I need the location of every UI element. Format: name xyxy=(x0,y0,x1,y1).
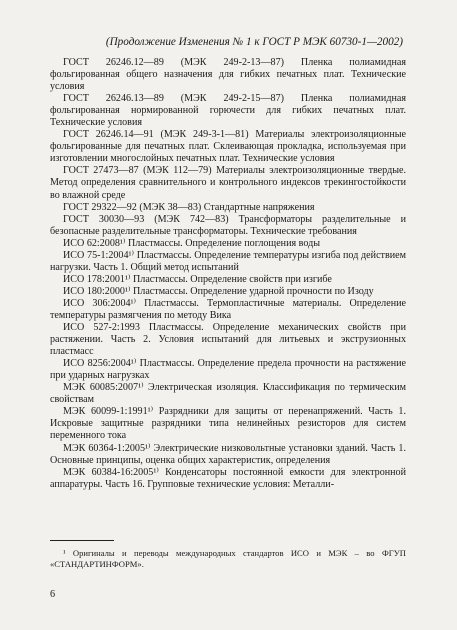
reference-paragraph: МЭК 60099-1:1991¹⁾ Разрядники для защиты от перенапряжений. Часть 1. Искровые защитные разрядники типа нелинейных резисторов для систем переменного тока xyxy=(50,406,406,442)
reference-paragraph: ГОСТ 26246.13—89 (МЭК 249-2-15—87) Пленка полиамидная фольгированная нормированной горючести для гибких печатных плат. Технические условия xyxy=(50,93,406,129)
reference-paragraph: МЭК 60364-1:2005¹⁾ Электрические низковольтные установки зданий. Часть 1. Основные принципы, оценка общих характеристик, определения xyxy=(50,442,406,466)
reference-paragraph: ГОСТ 30030—93 (МЭК 742—83) Трансформаторы разделительные и безопасные разделительные трансформаторы. Технические требования xyxy=(50,213,406,237)
reference-paragraph: ИСО 527-2:1993 Пластмассы. Определение механических свойств при растяжении. Часть 2. Условия испытаний для литьевых и экструзионных пластмасс xyxy=(50,322,406,358)
reference-paragraph: ГОСТ 26246.14—91 (МЭК 249-3-1—81) Материалы электроизоляционные фольгированные для печатных плат. Склеивающая прокладка, используемая при изготовлении многослойных печатных плат. Технические условия xyxy=(50,129,406,165)
reference-paragraph: ИСО 180:2000¹⁾ Пластмассы. Определение ударной прочности по Изоду xyxy=(63,285,374,297)
reference-paragraph: ИСО 178:2001¹⁾ Пластмассы. Определение свойств при изгибе xyxy=(63,273,332,285)
footnote: ¹ Оригиналы и переводы международных стандартов ИСО и МЭК – во ФГУП «СТАНДАРТИНФОРМ». xyxy=(50,548,406,570)
page-number: 6 xyxy=(50,589,56,600)
reference-paragraph: ИСО 75-1:2004¹⁾ Пластмассы. Определение температуры изгиба под действием нагрузки. Часть 1. Общий метод испытаний xyxy=(50,249,406,273)
footnote-separator xyxy=(50,540,114,541)
reference-paragraph: ГОСТ 27473—87 (МЭК 112—79) Материалы электроизоляционные твердые. Метод определения сравнительного и контрольного индексов трекингостойкости во влажной среде xyxy=(50,165,406,201)
reference-paragraph: ИСО 306:2004¹⁾ Пластмассы. Термопластичные материалы. Определение температуры размягчения по методу Вика xyxy=(50,297,406,321)
references-list xyxy=(50,57,406,491)
reference-paragraph: ГОСТ 29322—92 (МЭК 38—83) Стандартные напряжения xyxy=(63,201,315,213)
reference-paragraph: МЭК 60085:2007¹⁾ Электрическая изоляция. Классификация по термическим свойствам xyxy=(50,382,406,406)
page-header: (Продолжение Изменения № 1 к ГОСТ Р МЭК 60730-1—2002) xyxy=(105,36,403,48)
reference-paragraph: МЭК 60384-16:2005¹⁾ Конденсаторы постоянной емкости для электронной аппаратуры. Часть 16. Групповые технические условия: Металли- xyxy=(50,466,406,490)
reference-paragraph: ИСО 8256:2004¹⁾ Пластмассы. Определение предела прочности на растяжение при ударных нагрузках xyxy=(50,358,406,382)
reference-paragraph: ГОСТ 26246.12—89 (МЭК 249-2-13—87) Пленка полиамидная фольгированная общего назначения для гибких печатных плат. Технические условия xyxy=(50,57,406,93)
reference-paragraph: ИСО 62:2008¹⁾ Пластмассы. Определение поглощения воды xyxy=(63,237,321,249)
